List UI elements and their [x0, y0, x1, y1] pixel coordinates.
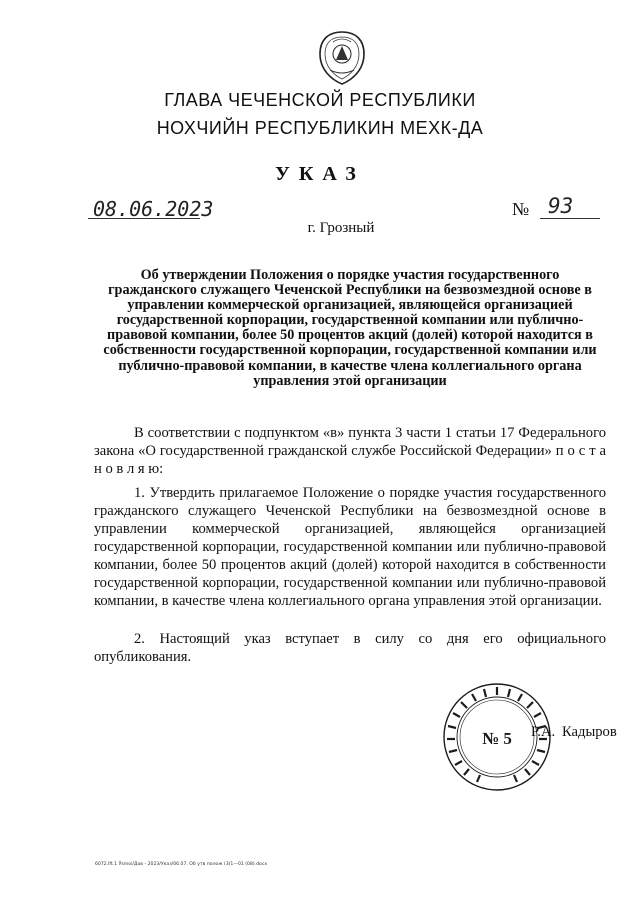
stamp-number: № 5 [482, 729, 512, 748]
header-line-1: ГЛАВА ЧЕЧЕНСКОЙ РЕСПУБЛИКИ [164, 90, 476, 110]
file-path-footer: 6072.lft.1 Ўsmoi/Дов - 2023/Указ/06.07. Об утв полож (3)1—01 (08).docx [95, 862, 268, 867]
date-underline [88, 218, 200, 219]
document-title: Об утверждении Положения о порядке участия государственного гражданского служащего Чеченской Республики на безвозмездной основе в управлении коммерческой организацией, являющейся организацией государственной корпорации, государственной компании или публично-правовой компании, более 50 процентов акций (долей) которой находится в собственности государственной корпорации, государственной компании или публично-правовой компании, в качестве члена коллегиального органа управления этой организации [103, 267, 597, 389]
number-label: № [512, 199, 530, 219]
paragraph-preamble: В соответствии с подпунктом «в» пункта 3 части 1 статьи 17 Федерального закона «О государственной гражданской службе Российской Федерации» п о с т а н о в л я ю: [94, 425, 606, 477]
signature-initial: Р.А. [531, 724, 556, 740]
coat-of-arms-emblem [316, 30, 368, 86]
document-date: 08.06.2023 [93, 197, 214, 221]
paragraph-item-1: 1. Утвердить прилагаемое Положение о порядке участия государственного гражданского служащего Чеченской Республики на безвозмездной основе в управлении коммерческой организацией, являющейся организацией государственной корпорации, государственной компании или публично-правовой компании, более 50 процентов акций (долей) которой находится в собственности государственной корпорации, государственной компании или публично-правовой компании, в качестве члена коллегиального органа управления этой организации. [94, 485, 606, 609]
signature-surname: Кадыров [562, 724, 617, 740]
document-number: 93 [548, 194, 574, 218]
city: г. Грозный [307, 220, 375, 236]
header-line-2: НОХЧИЙН РЕСПУБЛИКИН МЕХК-ДА [156, 118, 484, 138]
number-underline [540, 218, 600, 219]
paragraph-item-2: 2. Настоящий указ вступает в силу со дня его официального опубликования. [94, 631, 606, 665]
document-type: УКАЗ [275, 163, 365, 185]
